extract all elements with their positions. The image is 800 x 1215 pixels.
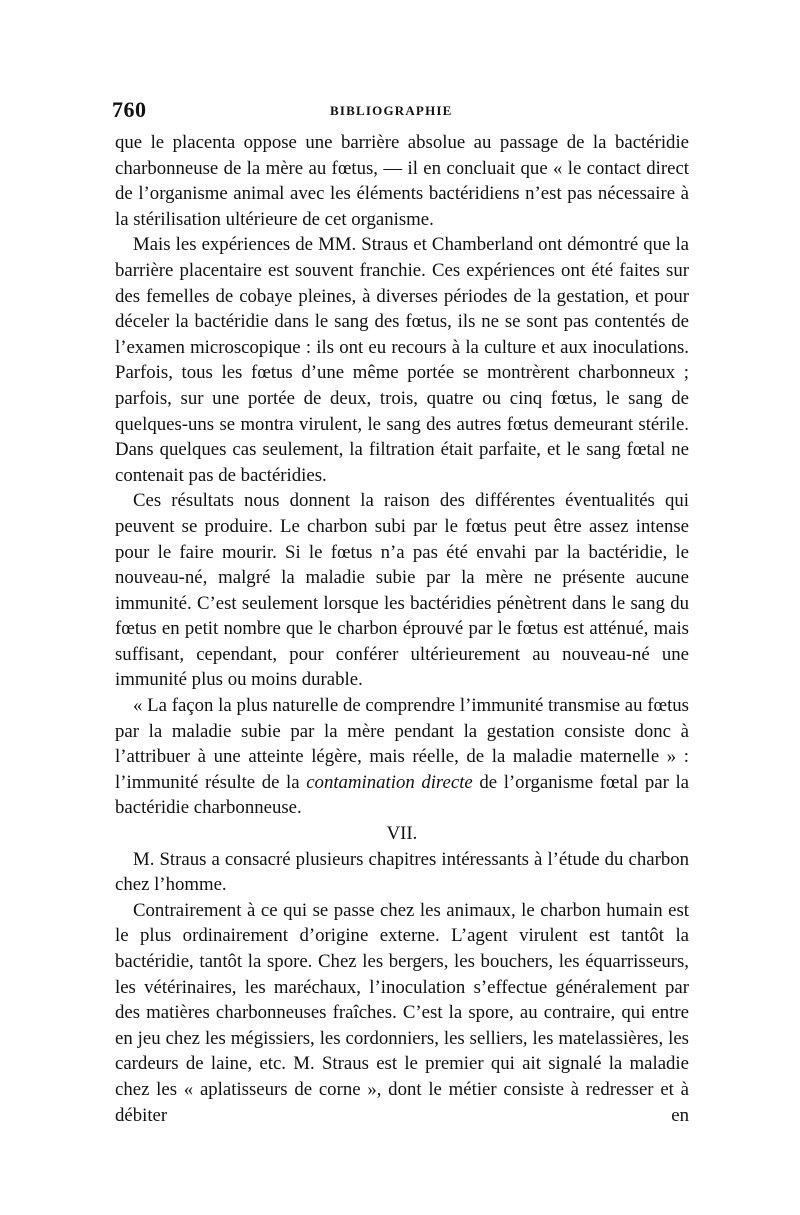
paragraph-quotation (115, 693, 689, 821)
paragraph-human-anthrax: Contrairement à ce qui se passe chez les animaux, le charbon humain est le plus ordinairement d’origine externe. L’agent virulent est tantôt la bactéridie, tantôt la spore. Chez les bergers, les bouchers, les équarrisseurs, les vétérinaires, les maréchaux, l’inoculation s’effectue généralement par des matières charbonneuses fraîches. C’est la spore, au contraire, qui entre en jeu chez les mégissiers, les cordonniers, les selliers, les matelassières, les cardeurs de laine, etc. M. Straus est le premier qui ait signalé la maladie chez les « aplatisseurs de corne », dont le métier consiste à redresser et à débiter en (115, 899, 689, 1126)
page-number: 760 (112, 97, 147, 122)
running-title: BIBLIOGRAPHIE (330, 103, 453, 118)
paragraph-results: Ces résultats nous donnent la raison des différentes éventualités qui peuvent se produire. Le charbon subi par le fœtus peut être assez intense pour le faire mourir. Si le fœtus n’a pas été envahi par la bactéridie, le nouveau-né, malgré la maladie subie par la mère ne présente aucune immunité. C’est seulement lorsque les bactéridies pénètrent dans le sang du fœtus en petit nombre que le charbon éprouvé par le fœtus est atténué, mais suffisant, cependant, pour conférer ultérieurement au nouveau-né une immunité plus ou moins durable. (115, 490, 689, 691)
paragraph-chapters: M. Straus a consacré plusieurs chapitres intéressants à l’étude du charbon chez l’homme. (115, 848, 689, 896)
paragraph-placenta: que le placenta oppose une barrière absolue au passage de la bactéridie charbonneuse de la mère au fœtus, — il en concluait que « le contact direct de l’organisme animal avec les éléments bactéridiens n’est pas nécessaire à la stérilisation ultérieure de cet organisme. (115, 132, 689, 230)
quotation-text-start: « La façon la plus naturelle de comprendre l’immunité transmise au fœtus par la maladie subie par la mère pendant la gestation consiste donc à l’attribuer à une atteinte légère, mais réelle, de la maladie maternelle » : l’immunité résulte de la (115, 695, 689, 793)
page-body (115, 130, 689, 1128)
paragraph-experiences: Mais les expériences de MM. Straus et Chamberland ont démontré que la barrière placentaire est souvent franchie. Ces expériences ont été faites sur des femelles de cobaye pleines, à diverses périodes de la gestation, et pour déceler la bactéridie dans le sang des fœtus, ils ne se sont pas contentés de l’examen microscopique : ils ont eu recours à la culture et aux inoculations. Parfois, tous les fœtus d’une même portée se montrèrent charbonneux ; parfois, sur une portée de deux, trois, quatre ou cinq fœtus, le sang de quelques-uns se montra virulent, le sang des autres fœtus demeurant stérile. Dans quelques cas seulement, la filtration était parfaite, et le sang fœtal ne contenait pas de bactéridies. (115, 234, 689, 486)
italic-phrase: contamination directe (306, 771, 473, 793)
quotation-text-end: de l’organisme fœtal par la bactéridie charbonneuse. (115, 771, 689, 819)
section-heading: VII. (386, 823, 418, 845)
